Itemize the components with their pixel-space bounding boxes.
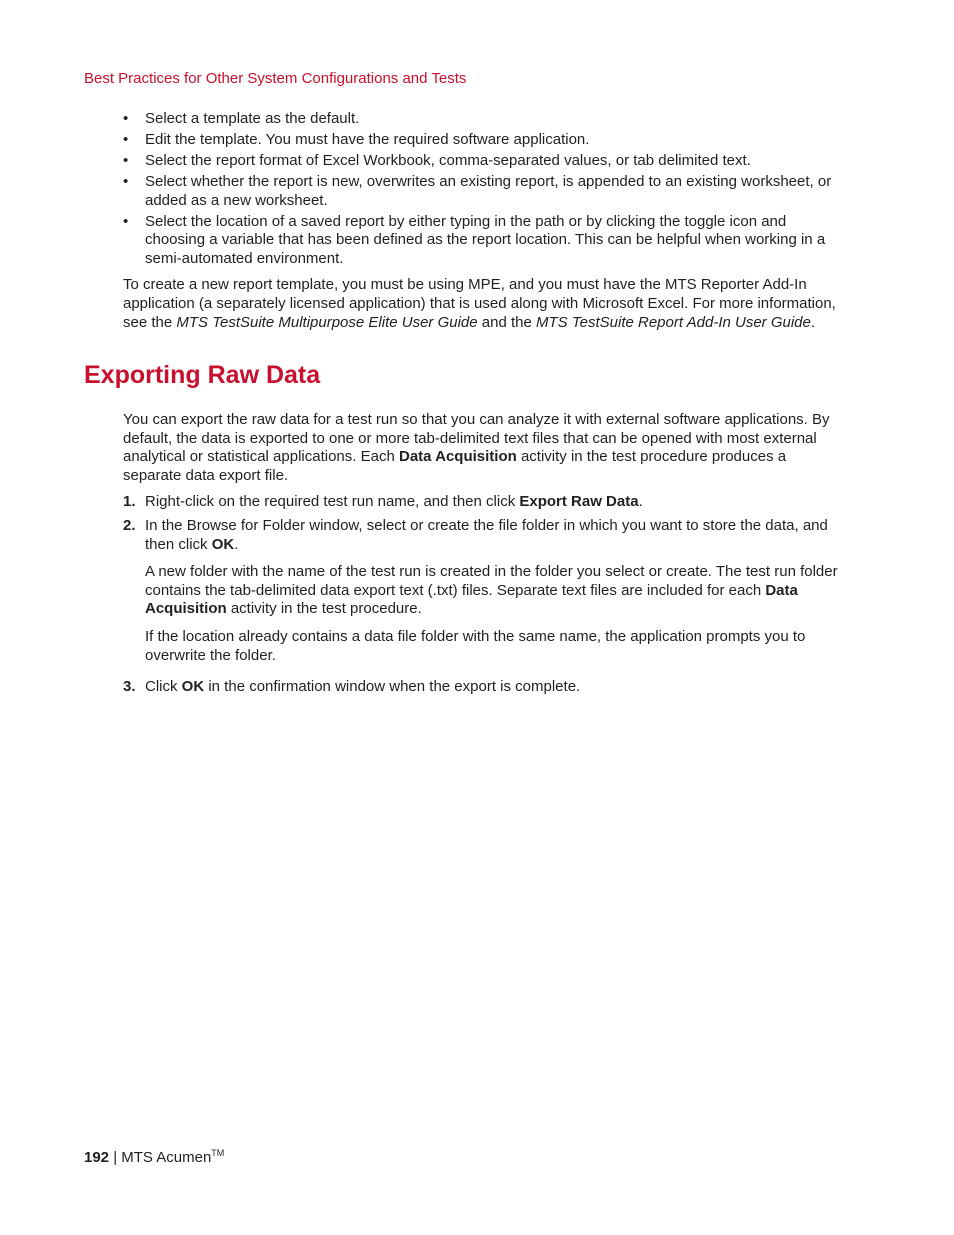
bullet-item-5	[123, 213, 845, 269]
step-2-note-folder: A new folder with the name of the test run is created in the folder you select or create. The test run folder contains the tab-delimited data export text (.txt) files. Separate text files are included for each Data Acquisition activity in the test procedure.	[145, 563, 838, 618]
step-number: 2.	[123, 516, 136, 534]
report-addin-guide-title: MTS TestSuite Report Add-In User Guide	[536, 313, 811, 331]
bullet-text: Select a template as the default.	[145, 110, 360, 127]
section-heading: Exporting Raw Data	[84, 361, 321, 389]
step-2-note-overwrite: If the location already contains a data file folder with the same name, the application prompts you to overwrite the folder.	[145, 627, 806, 664]
intro-content	[123, 110, 845, 332]
step-3: 3. Click OK in the confirmation window when the export is complete.	[123, 678, 581, 696]
export-content	[123, 411, 845, 702]
export-intro-paragraph: You can export the raw data for a test run so that you can analyze it with external software applications. By default, the data is exported to one or more tab-delimited text files that can be opened with most external analytical or statistical applications. Each Data Acquisition activity in the test procedure produces a separate data export file.	[123, 411, 830, 484]
product-name: MTS Acumen	[121, 1149, 212, 1166]
bullet-marker: •	[123, 212, 129, 230]
step-number: 3.	[123, 678, 136, 696]
page-footer: 192 | MTS Acumen™	[84, 1148, 225, 1166]
bullet-item-1	[123, 110, 845, 129]
ok-command: OK	[211, 535, 235, 553]
page-number: 192	[84, 1149, 110, 1166]
report-template-paragraph: To create a new report template, you must be using MPE, and you must have the MTS Reporter Add-In application (a separately licensed application) that is used along with Microsoft Excel. For more information, see the MTS TestSuite Multipurpose Elite User Guide and the MTS TestSuite Report Add-In User Guide.	[123, 276, 836, 331]
bullet-marker: •	[123, 172, 129, 190]
step-1: 1. Right-click on the required test run name, and then click Export Raw Data.	[123, 493, 643, 511]
mpe-guide-title: MTS TestSuite Multipurpose Elite User Guide	[176, 313, 478, 331]
bullet-text: Select whether the report is new, overwrites an existing report, is appended to an existing worksheet, or added as a new worksheet.	[145, 172, 832, 209]
bullet-marker: •	[123, 110, 129, 127]
export-raw-data-command: Export Raw Data	[519, 493, 639, 511]
step-2: 2. In the Browse for Folder window, select or create the file folder in which you want to store the data, and then click OK. A new folder with the name of the test run is created in the folder you select or create. The test run folder contains the tab-delimited data export text (.txt) files. Separate text files are included for each Data Acquisition activity in the test procedure. If the location already contains a data file folder with the same name, the application prompts you to overwrite the folder.	[123, 517, 845, 665]
bullet-item-2	[123, 131, 845, 150]
export-steps-list	[123, 493, 845, 696]
bullet-text: Select the location of a saved report by either typing in the path or by clicking the toggle icon and choosing a variable that has been defined as the report location. This can be helpful when working in a semi-automated environment.	[145, 212, 826, 267]
bullet-text: Select the report format of Excel Workbook, comma-separated values, or tab delimited text.	[145, 151, 751, 169]
bullet-item-3	[123, 152, 845, 171]
ok-command: OK	[181, 678, 205, 696]
bullet-marker: •	[123, 130, 129, 148]
feature-bullet-list	[123, 110, 845, 268]
running-header: Best Practices for Other System Configurations and Tests	[84, 70, 467, 87]
bullet-item-4	[123, 173, 845, 210]
step-number: 1.	[123, 493, 136, 511]
bullet-marker: •	[123, 151, 129, 169]
trademark-mark: TM	[211, 1148, 225, 1158]
bullet-text: Edit the template. You must have the required software application.	[145, 130, 590, 148]
